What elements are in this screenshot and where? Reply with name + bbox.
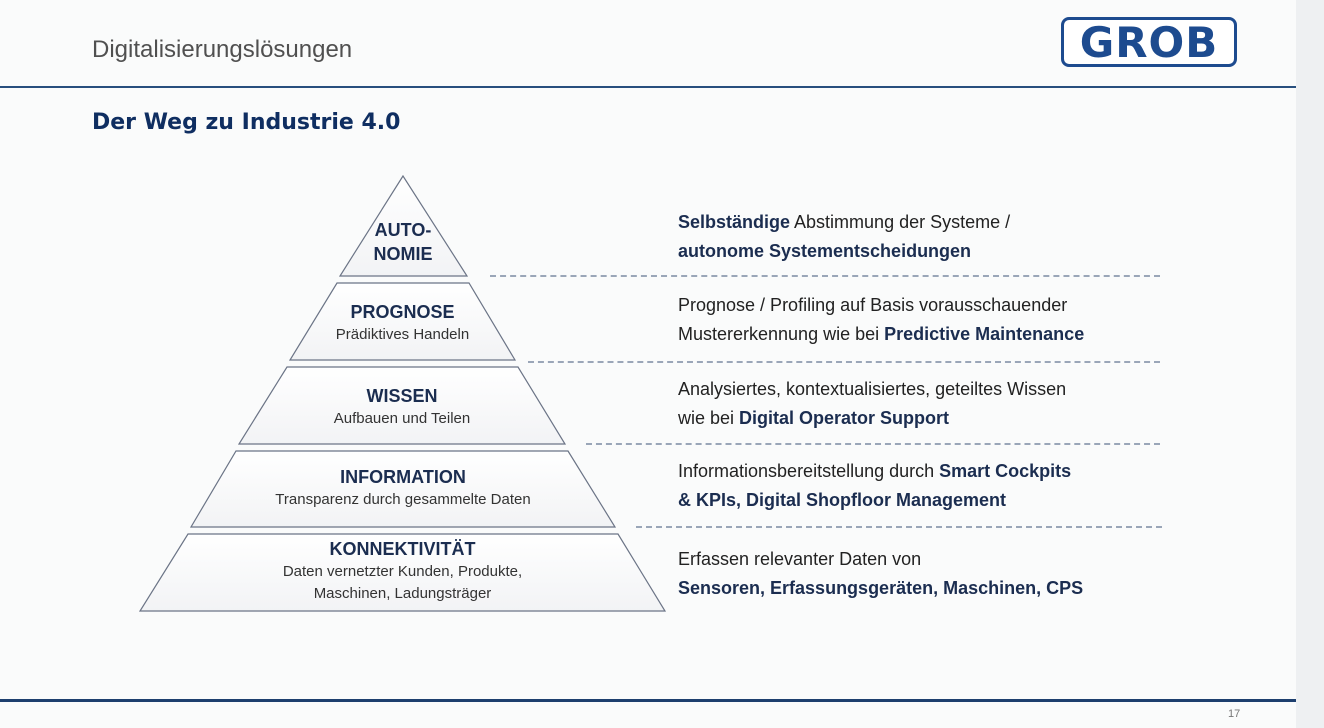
prognose-title: PROGNOSE <box>350 302 455 322</box>
prognose-subtitle: Prädiktives Handeln <box>335 326 470 343</box>
pyramid-label-autonomie <box>343 218 463 266</box>
right-margin-strip <box>1296 0 1324 728</box>
pyramid-label-prognose <box>290 300 515 346</box>
desc-prognose-line2 <box>678 320 1084 349</box>
desc-information-line2 <box>678 486 1071 515</box>
information-subtitle: Transparenz durch gesammelte Daten <box>275 491 531 508</box>
desc-konnektivitaet-line2 <box>678 574 1083 603</box>
konnektivitaet-title: KONNEKTIVITÄT <box>329 539 476 559</box>
desc-autonomie-text1: Abstimmung der Systeme / <box>790 212 1011 232</box>
autonomie-title-line1: AUTO- <box>374 220 432 240</box>
desc-autonomie-line1 <box>678 208 1010 237</box>
desc-information-bold1: Smart Cockpits <box>939 461 1072 481</box>
desc-wissen-bold2: Digital Operator Support <box>739 408 950 428</box>
desc-information-text1: Informationsbereitstellung durch <box>678 461 940 481</box>
footer-rule <box>0 699 1296 702</box>
description-autonomie <box>678 208 1010 266</box>
description-konnektivitaet <box>678 545 1083 603</box>
grob-logo: GROB <box>1061 17 1237 67</box>
description-wissen <box>678 375 1066 433</box>
desc-konnektivitaet-bold2: Sensoren, Erfassungsgeräten, Maschinen, CPS <box>678 578 1084 598</box>
information-title: INFORMATION <box>340 467 466 487</box>
desc-konnektivitaet-line1: Erfassen relevanter Daten von <box>678 549 922 569</box>
pyramid-label-konnektivitaet <box>140 537 665 605</box>
desc-wissen-line1: Analysiertes, kontextualisiertes, geteiltes Wissen <box>678 379 1067 399</box>
desc-information-bold2: & KPIs, Digital Shopfloor Management <box>678 490 1007 510</box>
description-prognose <box>678 291 1084 349</box>
separator-2 <box>528 361 1160 363</box>
separator-1 <box>490 275 1160 277</box>
desc-prognose-line1: Prognose / Profiling auf Basis vorausschauender <box>678 295 1068 315</box>
desc-wissen-text2: wie bei <box>678 408 740 428</box>
wissen-title: WISSEN <box>366 386 438 406</box>
wissen-subtitle: Aufbauen und Teilen <box>333 410 471 427</box>
pyramid-label-wissen <box>239 384 565 430</box>
separator-4 <box>636 526 1162 528</box>
separator-3 <box>586 443 1160 445</box>
header-title: Digitalisierungslösungen <box>92 36 353 63</box>
desc-wissen-line2 <box>678 404 1066 433</box>
konnektivitaet-subtitle-line2: Maschinen, Ladungsträger <box>313 585 492 602</box>
konnektivitaet-subtitle-line1: Daten vernetzter Kunden, Produkte, <box>282 563 523 580</box>
desc-autonomie-bold1: Selbständige <box>678 212 791 232</box>
desc-autonomie-bold2: autonome Systementscheidungen <box>678 241 972 261</box>
slide-subtitle: Der Weg zu Industrie 4.0 <box>92 110 401 135</box>
page-number: 17 <box>1228 708 1241 720</box>
pyramid-label-information <box>191 465 615 511</box>
desc-prognose-text2: Mustererkennung wie bei <box>678 324 885 344</box>
desc-information-line1 <box>678 457 1071 486</box>
autonomie-title-line2: NOMIE <box>373 244 433 264</box>
description-information <box>678 457 1071 515</box>
desc-prognose-bold2: Predictive Maintenance <box>884 324 1085 344</box>
desc-autonomie-line2 <box>678 237 1010 266</box>
